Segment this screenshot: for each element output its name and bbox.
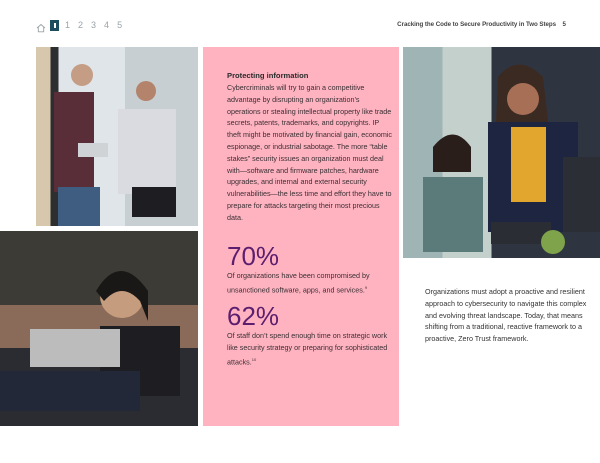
- page-link-5[interactable]: 5: [117, 20, 123, 30]
- stat-value: 62%: [227, 301, 280, 331]
- panel-body: Cybercriminals will try to gain a competitive advantage by disrupting an organization’s operations or stealing intellectual property like trade secrets, patents, trademarks, and copyrights. IP theft might be motivated by financial gain, economic espionage, or industrial sabotage. The more “table stakes” security issues an organization must deal with—software and firmware patches, hardware upgrades, and internal and external security vulnerabilities—the less time and effort they have to prepare for attacks targeting their most precious data.: [227, 83, 393, 222]
- zero-trust-paragraph: Organizations must adopt a proactive and resilient approach to cybersecurity to navigate this complex and evolving threat landscape. Today, that means shifting from a traditional, reactive framework to a proactive, Zero Trust framework.: [425, 287, 587, 344]
- panel-heading: Protecting information: [227, 71, 309, 80]
- document-title: Cracking the Code to Secure Productivity in Two Steps: [397, 21, 556, 28]
- stat-description: [227, 270, 397, 296]
- page-link-1[interactable]: 1: [65, 20, 71, 30]
- stat-text: Of organizations have been compromised by unsanctioned software, apps, and services.: [227, 271, 370, 295]
- page-link-3[interactable]: 3: [91, 20, 97, 30]
- page-link-2[interactable]: 2: [78, 20, 84, 30]
- photo-coworkers-walking: [36, 47, 198, 226]
- footnote-ref[interactable]: 10: [251, 356, 257, 362]
- stat-block: [227, 303, 397, 368]
- page-number: 5: [562, 21, 566, 28]
- page-link-4[interactable]: 4: [104, 20, 110, 30]
- home-icon[interactable]: [36, 20, 46, 30]
- section-marker-icon[interactable]: [50, 20, 59, 31]
- stat-text: Of staff don’t spend enough time on strategic work like security strategy or preparing for sophisticated attacks.: [227, 331, 388, 366]
- protecting-information-panel: [203, 47, 399, 426]
- page-navigation: [36, 19, 130, 31]
- stat-description: [227, 330, 397, 368]
- photo-man-with-laptop: [0, 231, 198, 426]
- photo-women-at-computer: [403, 47, 600, 258]
- stat-block: [227, 243, 397, 296]
- footnote-ref[interactable]: 9: [364, 284, 368, 290]
- stat-value: 70%: [227, 241, 280, 271]
